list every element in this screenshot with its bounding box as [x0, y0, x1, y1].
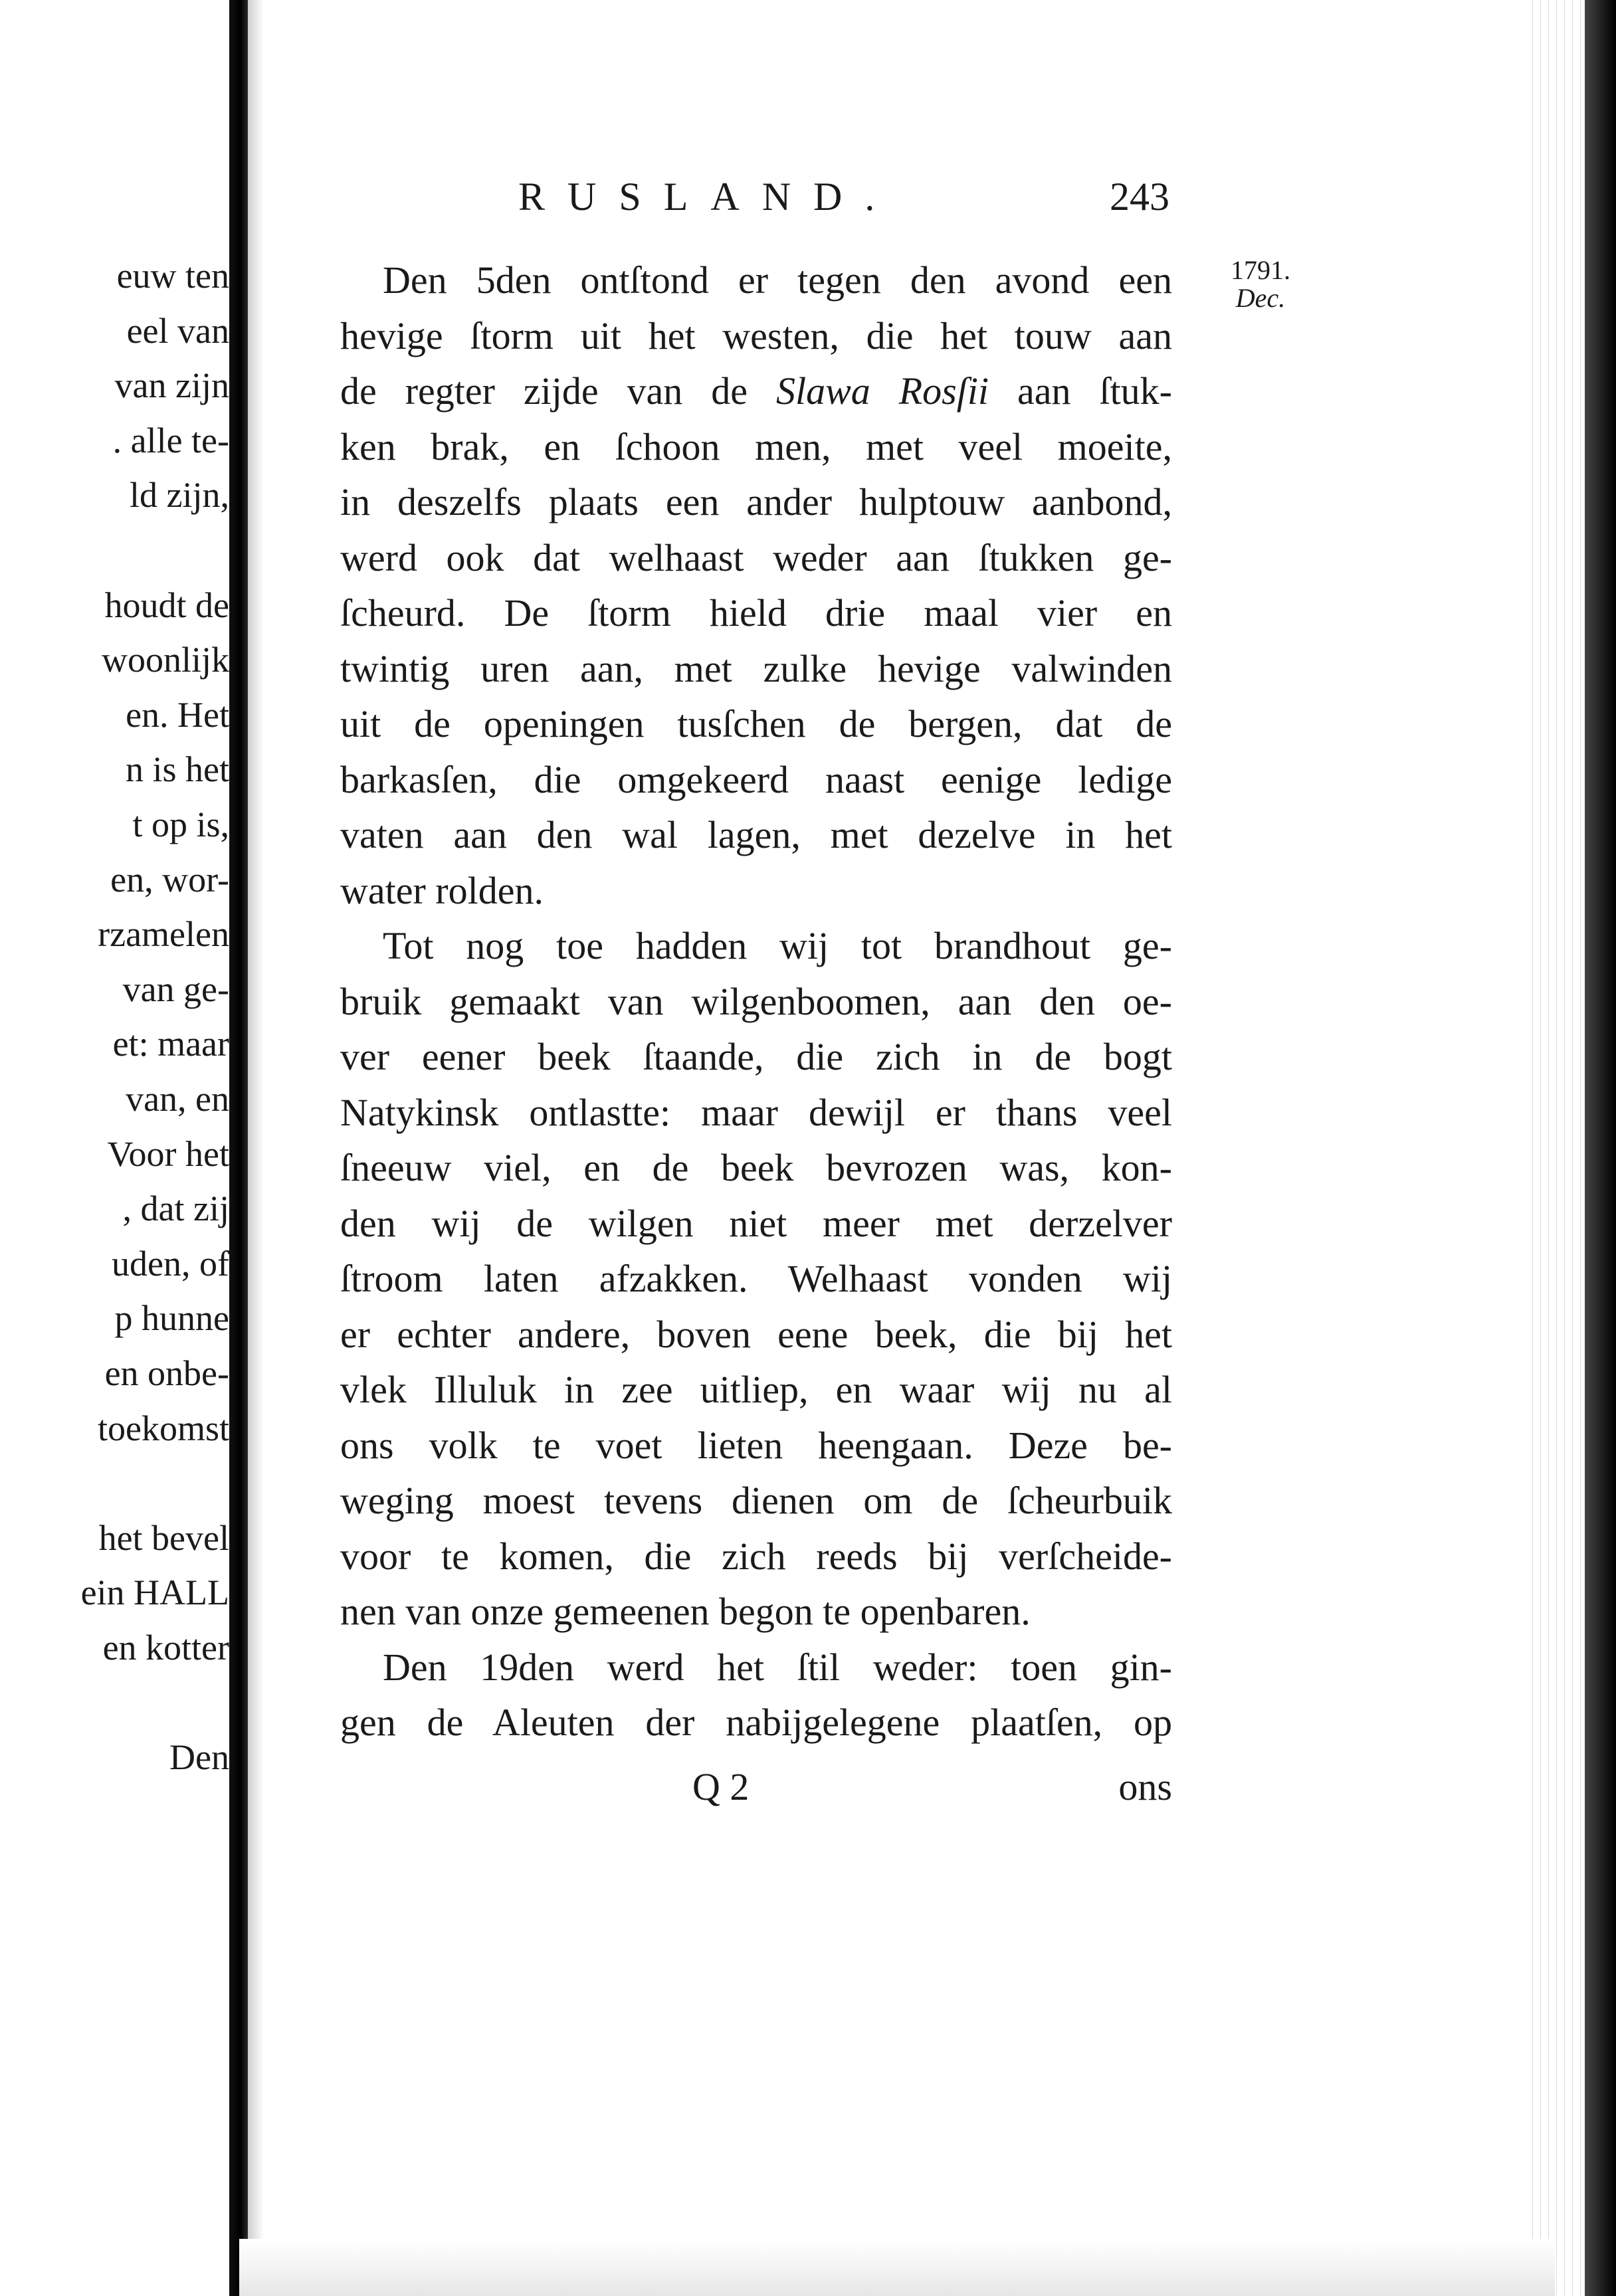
page-number: 243	[1110, 175, 1169, 219]
book-cover-edge	[1585, 0, 1616, 2296]
left-page-line: uden, of	[112, 1243, 229, 1284]
body-text	[340, 252, 1172, 1751]
body-line: barkasſen, die omgekeerd naast eenige ledige	[340, 757, 1172, 801]
body-line: ons volk te voet lieten heengaan. Deze be-	[340, 1423, 1172, 1467]
body-line: bruik gemaakt van wilgenboomen, aan den oe-	[340, 979, 1172, 1023]
page-bottom-edge	[239, 2239, 1555, 2296]
body-line: ver eener beek ſtaande, die zich in de bogt	[340, 1035, 1172, 1078]
left-page-line: euw ten	[116, 256, 229, 296]
left-page-fragment	[0, 0, 229, 2296]
left-page-line: ein HALL	[80, 1573, 229, 1613]
left-page-line: van, en	[126, 1079, 229, 1119]
body-line: vlek Illuluk in zee uitliep, en waar wij nu al	[340, 1368, 1172, 1411]
left-page-line: en. Het	[126, 694, 229, 735]
left-page-line: het bevel	[98, 1517, 229, 1558]
margin-note	[1217, 256, 1304, 312]
left-page-line: woonlijk	[101, 640, 229, 680]
body-line: in deszelfs plaats een ander hulptouw aanbond,	[340, 480, 1172, 524]
left-page-line: en kotter	[102, 1628, 229, 1668]
catchword: ons	[1118, 1765, 1172, 1808]
body-line: nen van onze gemeenen begon te openbaren.	[340, 1590, 1031, 1633]
left-page-line: p hunne	[114, 1298, 229, 1339]
page-footer	[340, 1765, 1172, 1811]
left-page-line: n is het	[126, 749, 229, 790]
running-title: RUSLAND.	[518, 175, 898, 219]
body-line: hevige ſtorm uit het westen, die het touw aan	[340, 314, 1172, 357]
left-page-line: ld zijn,	[130, 475, 229, 516]
body-line: Den 19den werd het ſtil weder: toen gin-	[383, 1645, 1172, 1689]
left-page-line: toekomst	[98, 1408, 229, 1448]
left-page-line: eel van	[126, 310, 229, 351]
body-line: twintig uren aan, met zulke hevige valwinden	[340, 646, 1172, 690]
margin-note-month: Dec.	[1235, 283, 1286, 313]
body-line: werd ook dat welhaast weder aan ſtukken ge-	[340, 535, 1172, 579]
body-line: gen de Aleuten der nabijgelegene plaatſen, op	[340, 1701, 1172, 1744]
left-page-line: , dat zij	[122, 1189, 229, 1229]
left-page-line: van zijn	[114, 365, 229, 406]
body-line: ſneeuw viel, en de beek bevrozen was, kon-	[340, 1146, 1172, 1189]
body-line: ken brak, en ſchoon men, met veel moeite,	[340, 425, 1172, 468]
book-gutter	[229, 0, 248, 2296]
left-page-line: van ge-	[122, 969, 229, 1009]
signature-mark: Q 2	[692, 1765, 750, 1808]
body-line: water rolden.	[340, 868, 544, 912]
left-page-line: rzamelen	[98, 914, 229, 955]
left-page-line: et: maar	[112, 1024, 229, 1064]
left-page-line: t op is,	[132, 805, 229, 844]
body-line: voor te komen, die zich reeds bij verſcheide-	[340, 1534, 1172, 1578]
body-line: Den 5den ontſtond er tegen den avond een	[383, 258, 1172, 302]
body-line: weging moest tevens dienen om de ſcheurbuik	[340, 1479, 1172, 1522]
body-line: ſtroom laten afzakken. Welhaast vonden wij	[340, 1257, 1172, 1300]
body-line: uit de openingen tusſchen de bergen, dat de	[340, 702, 1172, 745]
margin-note-year: 1791.	[1231, 255, 1290, 285]
body-line: ſcheurd. De ſtorm hield drie maal vier en	[340, 591, 1172, 634]
body-line: den wij de wilgen niet meer met derzelver	[340, 1201, 1172, 1245]
left-page-line: en, wor-	[110, 859, 229, 900]
left-page-line: . alle te-	[112, 420, 229, 460]
body-line: vaten aan den wal lagen, met dezelve in het	[340, 813, 1172, 856]
body-line: Natykinsk ontlastte: maar dewijl er thans veel	[340, 1090, 1172, 1134]
body-line: Tot nog toe hadden wij tot brandhout ge-	[383, 924, 1172, 967]
left-page-line: Den	[169, 1737, 229, 1778]
italic-ship-name: Slawa Rosſii	[775, 369, 989, 413]
left-page-line: Voor het	[107, 1133, 229, 1174]
gutter-shadow	[248, 0, 264, 2296]
left-page-line: houdt de	[104, 585, 229, 625]
body-line: er echter andere, boven eene beek, die bij het	[340, 1312, 1172, 1356]
body-line: de regter zijde van de Slawa Rosſii aan ſtuk-	[340, 369, 1172, 413]
left-page-line: en onbe-	[104, 1353, 229, 1393]
